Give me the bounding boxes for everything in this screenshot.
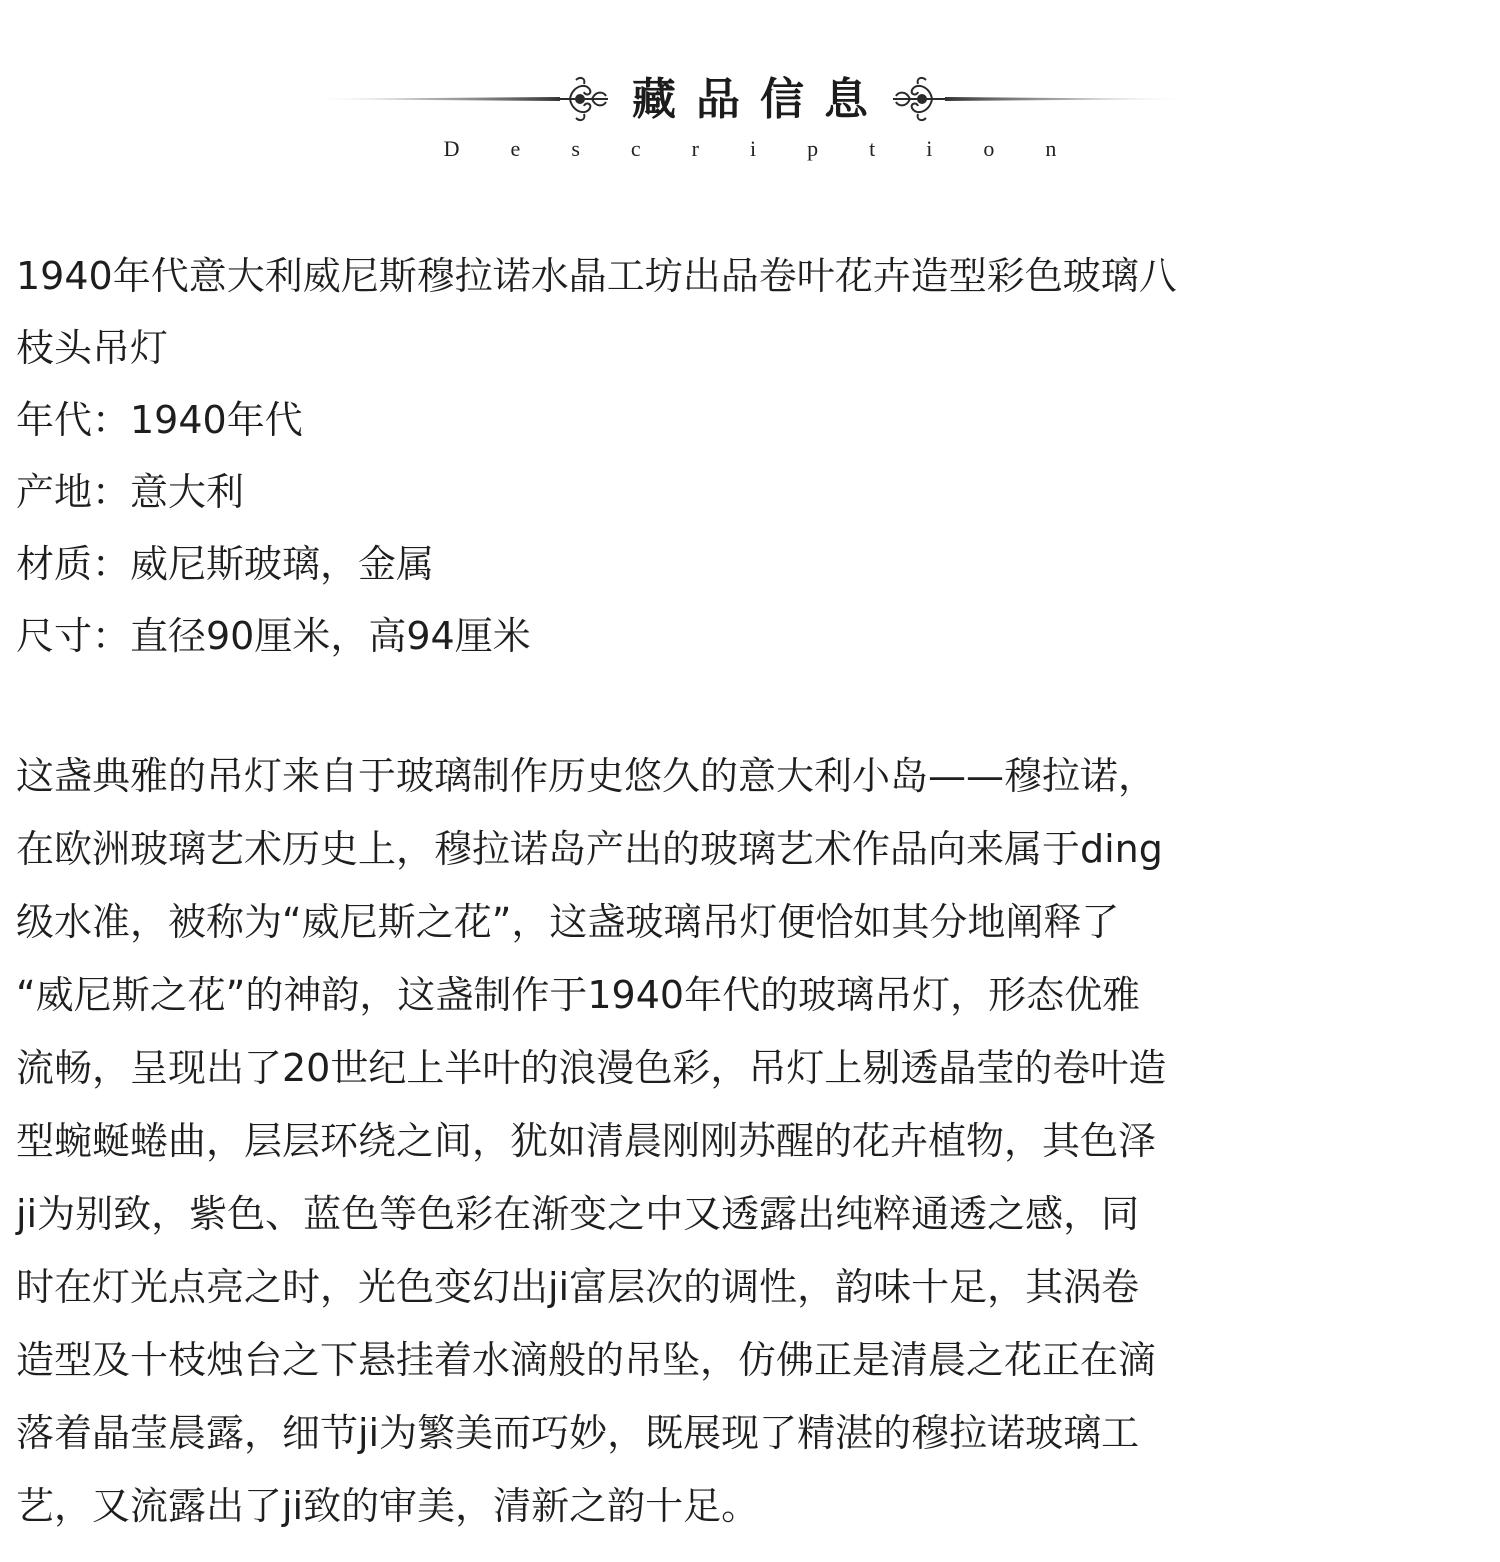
description-line: 在欧洲玻璃艺术历史上，穆拉诺岛产出的玻璃艺术作品向来属于ding: [16, 827, 1163, 871]
item-material: 材质：威尼斯玻璃，金属: [16, 542, 435, 586]
description-line: 艺，又流露出了ji致的审美，清新之韵十足。: [16, 1484, 760, 1528]
description-line: 型蜿蜒蜷曲，层层环绕之间，犹如清晨刚刚苏醒的花卉植物，其色泽: [16, 1119, 1157, 1163]
item-origin: 产地：意大利: [16, 470, 245, 514]
description-line: 这盏典雅的吊灯来自于玻璃制作历史悠久的意大利小岛——穆拉诺，: [16, 754, 1157, 798]
item-title-line: 枝头吊灯: [16, 326, 169, 370]
description-line: “威尼斯之花”的神韵，这盏制作于1940年代的玻璃吊灯，形态优雅: [16, 973, 1141, 1017]
section-subtitle: Description: [443, 136, 1108, 161]
section-title: 藏品信息: [632, 74, 888, 125]
description-line: ji为别致，紫色、蓝色等色彩在渐变之中又透露出纯粹通透之感，同: [16, 1192, 1140, 1236]
item-info: [16, 240, 1466, 672]
item-era: 年代：1940年代: [16, 398, 303, 442]
section-header: [0, 0, 1500, 180]
item-description: [16, 740, 1466, 1543]
description-line: 级水准，被称为“威尼斯之花”，这盏玻璃吊灯便恰如其分地阐释了: [16, 900, 1120, 944]
description-line: 落着晶莹晨露，细节ji为繁美而巧妙，既展现了精湛的穆拉诺玻璃工: [16, 1411, 1140, 1455]
description-line: 造型及十枝烛台之下悬挂着水滴般的吊坠，仿佛正是清晨之花正在滴: [16, 1338, 1157, 1382]
description-line: 流畅，呈现出了20世纪上半叶的浪漫色彩，吊灯上剔透晶莹的卷叶造: [16, 1046, 1167, 1090]
description-line: 时在灯光点亮之时，光色变幻出ji富层次的调性，韵味十足，其涡卷: [16, 1265, 1140, 1309]
item-size: 尺寸：直径90厘米，高94厘米: [16, 614, 531, 658]
item-title-line: 1940年代意大利威尼斯穆拉诺水晶工坊出品卷叶花卉造型彩色玻璃八: [16, 254, 1177, 298]
